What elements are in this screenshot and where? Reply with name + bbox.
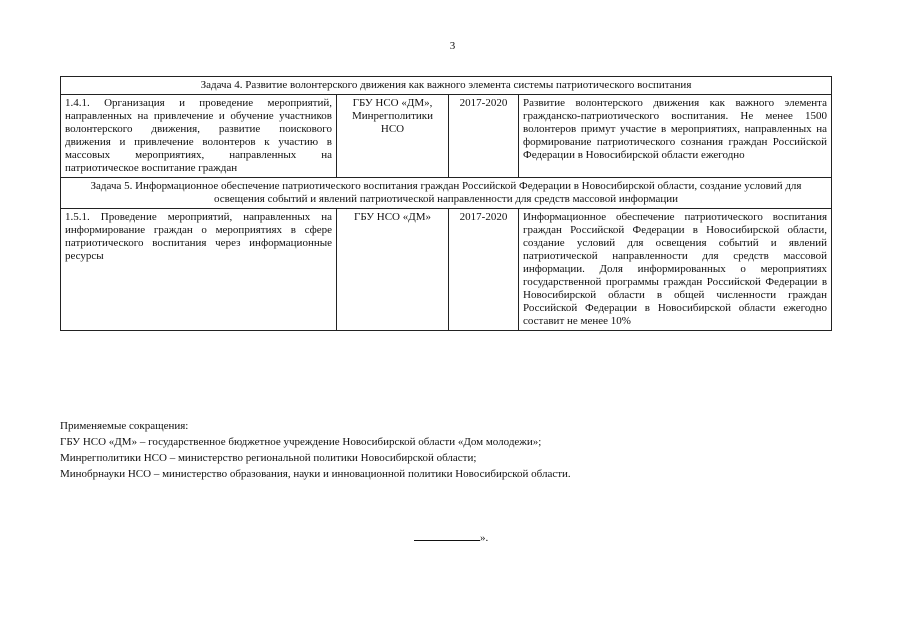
- abbreviation-minobr: Минобрнауки НСО – министерство образования, науки и инновационной политики Новосибирской области.: [60, 468, 571, 480]
- abbreviations-block: [60, 418, 571, 482]
- task-5-row: [61, 178, 832, 209]
- abbreviation-gbu: ГБУ НСО «ДМ» – государственное бюджетное учреждение Новосибирской области «Дом молодежи»;: [60, 436, 542, 448]
- closing-line: [414, 530, 488, 544]
- abbreviations-heading: Применяемые сокращения:: [60, 420, 189, 432]
- abbreviation-minreg: Минрегполитики НСО – министерство региональной политики Новосибирской области;: [60, 452, 477, 464]
- task-5-header: Задача 5. Информационное обеспечение патриотического воспитания граждан Российской Федерации в Новосибирской области, создание условий для освещения событий и явлений патриотической направленности для средств массовой информации: [61, 178, 832, 209]
- activity-1-5-1: 1.5.1. Проведение мероприятий, направленных на информирование граждан о мероприятиях в сфере патриотического воспитания через информационные ресурсы: [61, 209, 337, 331]
- table-row: [61, 209, 832, 331]
- page-number: 3: [449, 40, 456, 52]
- closing-mark: ».: [480, 532, 489, 544]
- signature-blank: [414, 530, 480, 541]
- task-4-header: Задача 4. Развитие волонтерского движения как важного элемента системы патриотического воспитания: [61, 77, 832, 95]
- executor-1-4-1: ГБУ НСО «ДМ», Минрегполитики НСО: [337, 95, 449, 178]
- table-row: [61, 95, 832, 178]
- period-1-5-1: 2017-2020: [449, 209, 519, 331]
- executor-1-5-1: ГБУ НСО «ДМ»: [337, 209, 449, 331]
- activity-1-4-1: 1.4.1. Организация и проведение мероприятий, направленных на привлечение и обучение участников волонтерского движения, развитие поискового движения и привлечение волонтеров к участию в массовых мероприятиях, направленных на патриотическое воспитание граждан: [61, 95, 337, 178]
- result-1-4-1: Развитие волонтерского движения как важного элемента гражданско-патриотического воспитания. Не менее 1500 волонтеров примут участие в мероприятиях, направленных на формирование патриотического сознания граждан Российской Федерации в Новосибирской области ежегодно: [519, 95, 832, 178]
- period-1-4-1: 2017-2020: [449, 95, 519, 178]
- program-activities-table: [60, 76, 832, 331]
- result-1-5-1: Информационное обеспечение патриотического воспитания граждан Российской Федерации в Новосибирской области, создание условий для освещения событий и явлений патриотической направленности для средств массовой информации. Доля информированных о мероприятиях государственной программы граждан Российской Федерации в Новосибирской области в общей численности граждан Российской Федерации в Новосибирской области ежегодно составит не менее 10%: [519, 209, 832, 331]
- task-4-row: [61, 77, 832, 95]
